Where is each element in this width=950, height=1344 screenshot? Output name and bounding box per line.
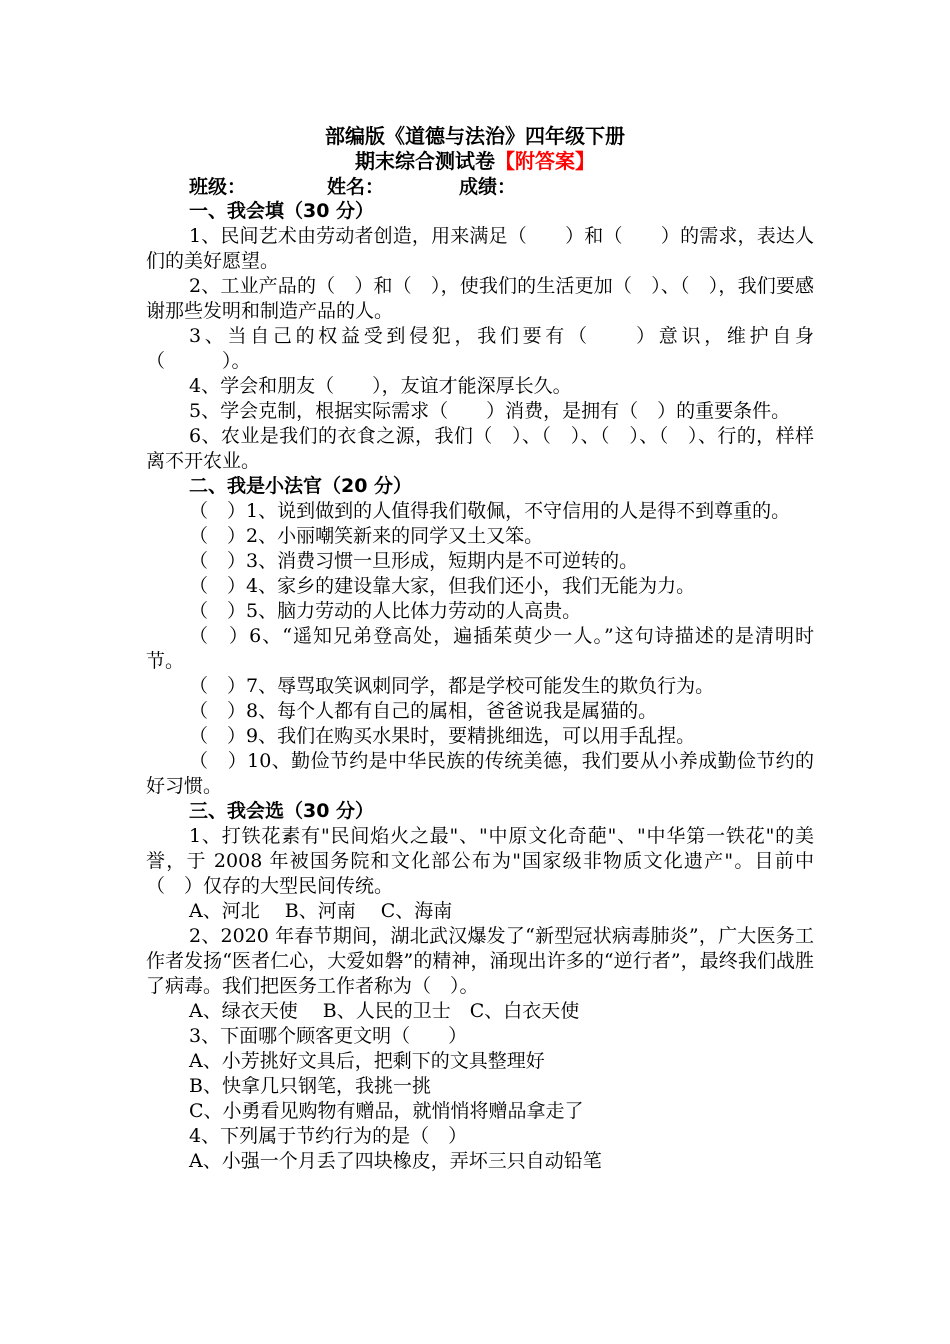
question: 3、当自己的权益受到侵犯，我们要有（ ）意识，维护自身（ ）。 [146, 325, 814, 372]
question: （ ）2、小丽嘲笑新来的同学又土又笨。 [189, 525, 544, 547]
question: （ ）1、说到做到的人值得我们敬佩，不守信用的人是得不到尊重的。 [189, 500, 791, 522]
document-subtitle [0, 149, 950, 174]
question: 4、学会和朋友（ ），友谊才能深厚长久。 [189, 375, 572, 397]
subtitle-text: 期末综合测试卷 [355, 149, 495, 173]
section-heading: 二、我是小法官（20 分） [189, 475, 413, 497]
question: （ ）4、家乡的建设靠大家，但我们还小，我们无能为力。 [189, 575, 696, 597]
answer-options: A、绿衣天使 B、人民的卫士 C、白衣天使 [189, 1000, 580, 1022]
class-field-label: 班级： [189, 176, 247, 198]
score-field-label: 成绩： [459, 176, 517, 198]
answer-option: A、小芳挑好文具后，把剩下的文具整理好 [189, 1050, 545, 1072]
answer-option: C、小勇看见购物有赠品，就悄悄将赠品拿走了 [189, 1100, 584, 1122]
question: 2、2020 年春节期间，湖北武汉爆发了“新型冠状病毒肺炎”，广大医务工作者发扬“医者仁心，大爱如磐”的精神，涌现出许多的“逆行者”，最终我们战胜了病毒。我们把医务工作者称为（ ）。 [146, 925, 814, 997]
question: （ ）10、勤俭节约是中华民族的传统美德，我们要从小养成勤俭节约的好习惯。 [146, 750, 814, 797]
question: 4、下列属于节约行为的是（ ） [189, 1125, 468, 1147]
question: （ ）9、我们在购买水果时，要精挑细选，可以用手乱捏。 [189, 725, 696, 747]
question: 2、工业产品的（ ）和（ ），使我们的生活更加（ ）、（ ），我们要感谢那些发明和制造产品的人。 [146, 275, 814, 322]
section-heading: 一、我会填（30 分） [189, 200, 375, 222]
question: 1、打铁花素有"民间焰火之最"、"中原文化奇葩"、"中华第一铁花"的美誉，于 2008 年被国务院和文化部公布为"国家级非物质文化遗产"。目前中（ ）仅存的大型民间传统。 [146, 825, 814, 897]
answer-option: B、快拿几只钢笔，我挑一挑 [189, 1075, 431, 1097]
document-title: 部编版《道德与法治》四年级下册 [325, 124, 625, 148]
question: （ ）5、脑力劳动的人比体力劳动的人高贵。 [189, 600, 582, 622]
question: （ ）3、消费习惯一旦形成，短期内是不可逆转的。 [189, 550, 639, 572]
question: （ ）6、“遥知兄弟登高处，遍插茱萸少一人。”这句诗描述的是清明时节。 [146, 625, 814, 672]
answer-key-note: 【附答案】 [495, 149, 595, 173]
question: （ ）8、每个人都有自己的属相，爸爸说我是属猫的。 [189, 700, 658, 722]
question: 3、下面哪个顾客更文明（ ） [189, 1025, 468, 1047]
answer-options: A、河北 B、河南 C、海南 [189, 900, 453, 922]
question: 5、学会克制，根据实际需求（ ）消费，是拥有（ ）的重要条件。 [189, 400, 791, 422]
student-info-row [189, 175, 516, 200]
name-field-label: 姓名： [327, 176, 385, 198]
section-multiple-choice [146, 799, 814, 1174]
answer-option: A、小强一个月丢了四块橡皮，弄坏三只自动铅笔 [189, 1150, 602, 1172]
question: 1、民间艺术由劳动者创造，用来满足（ ）和（ ）的需求，表达人们的美好愿望。 [146, 225, 814, 272]
section-heading: 三、我会选（30 分） [189, 800, 375, 822]
section-fill-in [146, 199, 814, 474]
section-true-false [146, 474, 814, 799]
question: 6、农业是我们的衣食之源，我们（ ）、（ ）、（ ）、（ ）、行的，样样离不开农业。 [146, 425, 814, 472]
exam-body [146, 199, 814, 1174]
question: （ ）7、辱骂取笑讽刺同学，都是学校可能发生的欺负行为。 [189, 675, 715, 697]
